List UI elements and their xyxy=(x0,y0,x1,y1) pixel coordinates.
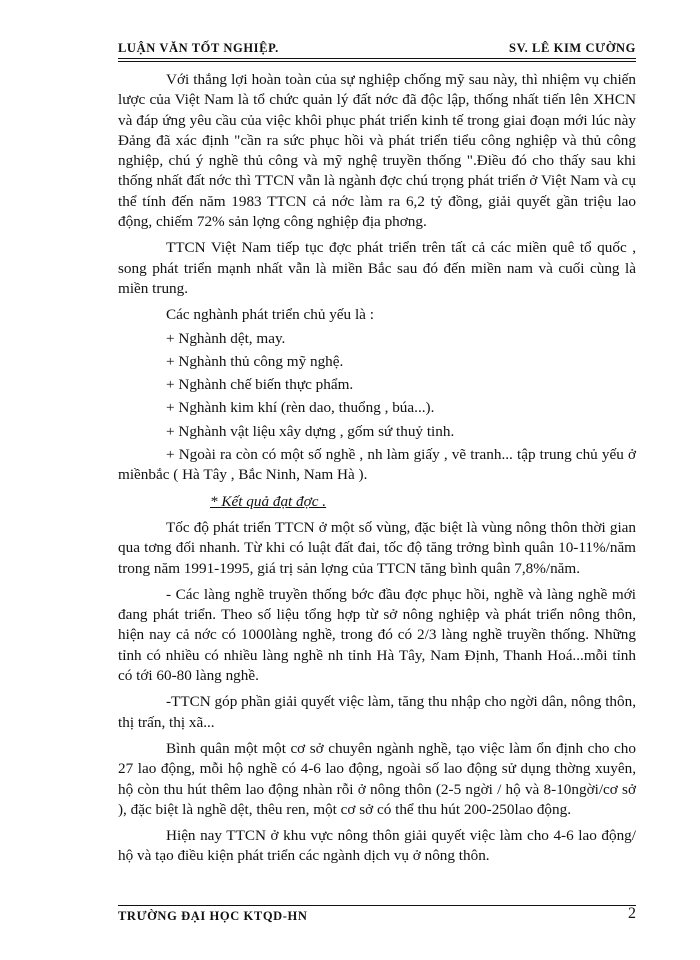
paragraph-current: Hiện nay TTCN ở khu vực nông thôn giải quyết việc làm cho 4-6 lao động/ hộ và tạo điều kiện phát triển các ngành dịch vụ ở nông thôn. xyxy=(118,827,636,865)
paragraph-regions: TTCN Việt Nam tiếp tục đợc phát triển trên tất cả các miền quê tổ quốc , song phát triển mạnh nhất vẫn là miền Bắc sau đó đến miền nam và cuối cùng là miền trung. xyxy=(118,239,636,297)
paragraph-intro: Với thắng lợi hoàn toàn của sự nghiệp chống mỹ sau này, thì nhiệm vụ chiến lược của Việt Nam là tổ chức quản lý đất nớc đã độc lập, thống nhất tiến lên XHCN và đáp ứng yêu cầu của việc khôi phục phát triển kinh tế trong giai đoạn mới lúc này Đảng đã xác định "cần ra sức phục hồi và phát triển tiểu công nghiệp và thủ công nghiệp, chú ý nghề thủ công và mỹ nghệ truyền thống ".Điều đó cho thấy sau khi thống nhất đất nớc thì TTCN vẫn là ngành đợc chú trọng phát triển ở Việt Nam và cụ thể tính đến năm 1983 TTCN cả nớc làm ra 6,2 tỷ đồng, giải quyết gần triệu lao động, chiếm 72% sản lợng công nghiệp địa phơng. xyxy=(118,71,636,231)
footer-divider xyxy=(118,905,636,906)
page-footer xyxy=(118,905,636,930)
result-heading: * Kết quả đạt đợc . xyxy=(210,492,327,510)
list-item: + Nghành thủ công mỹ nghệ. xyxy=(166,352,344,370)
page-header xyxy=(118,38,636,59)
paragraph-craft-villages: - Các làng nghề truyền thống bớc đầu đợc phục hồi, nghề và làng nghề mới đang phát triển. Theo số liệu tổng hợp từ sở nông nghiệp và phát triển nông thôn, hiện nay cả nớc có 1000làng nghề, trong đó có 2/3 làng nghề truyền thống. Những tỉnh có nhiều có nhiều làng nghề nh tỉnh Hà Tây, Nam Định, Thanh Hoá...mỗi tỉnh có tới 60-80 làng nghề. xyxy=(118,585,636,685)
document-body xyxy=(118,70,636,873)
header-author: SV. LÊ KIM CƯỜNG xyxy=(509,41,636,55)
header-divider xyxy=(118,61,636,62)
list-item: + Nghành chế biến thực phẩm. xyxy=(166,376,354,394)
list-intro: Các nghành phát triển chủ yếu là : xyxy=(166,306,374,324)
result-heading-line xyxy=(118,492,636,512)
list-item: + Nghành vật liệu xây dựng , gốm sứ thuỷ tinh. xyxy=(166,422,455,440)
list-item: + Ngoài ra còn có một số nghề , nh làm giấy , vẽ tranh... tập trung chủ yếu ở miềnbắc ( Hà Tây , Bắc Ninh, Nam Hà ). xyxy=(118,446,636,484)
paragraph-labor: Bình quân một một cơ sở chuyên ngành nghề, tạo việc làm ổn định cho cho 27 lao động, mỗi hộ nghề có 4-6 lao động, ngoài số lao động sử dụng thờng xuyên, hộ còn thu hút thêm lao động nhàn rỗi ở nông thôn (2-5 ngời / hộ và 8-10ngời/cơ sở ), đặc biệt là nghề dệt, thêu ren, một cơ sở có thể thu hút 200-250lao động. xyxy=(118,739,636,818)
footer-university: TRƯỜNG ĐẠI HỌC KTQD-HN xyxy=(118,909,308,923)
paragraph-jobs: -TTCN góp phần giải quyết việc làm, tăng thu nhập cho ngời dân, nông thôn, thị trấn, thị xã... xyxy=(118,693,636,731)
list-item: + Nghành dệt, may. xyxy=(166,329,286,347)
header-thesis-title: LUẬN VĂN TỐT NGHIỆP. xyxy=(118,41,279,55)
list-item: + Nghành kim khí (rèn dao, thuổng , búa...). xyxy=(166,399,435,417)
paragraph-growth: Tốc độ phát triển TTCN ở một số vùng, đặc biệt là vùng nông thôn thời gian qua tơng đối nhanh. Từ khi có luật đất đai, tốc độ tăng trởng bình quân 10-11%/năm trong năm 1991-1995, giá trị sản lợng của TTCN tăng bình quân 7,8%/năm. xyxy=(118,518,636,577)
page-number: 2 xyxy=(628,905,636,922)
